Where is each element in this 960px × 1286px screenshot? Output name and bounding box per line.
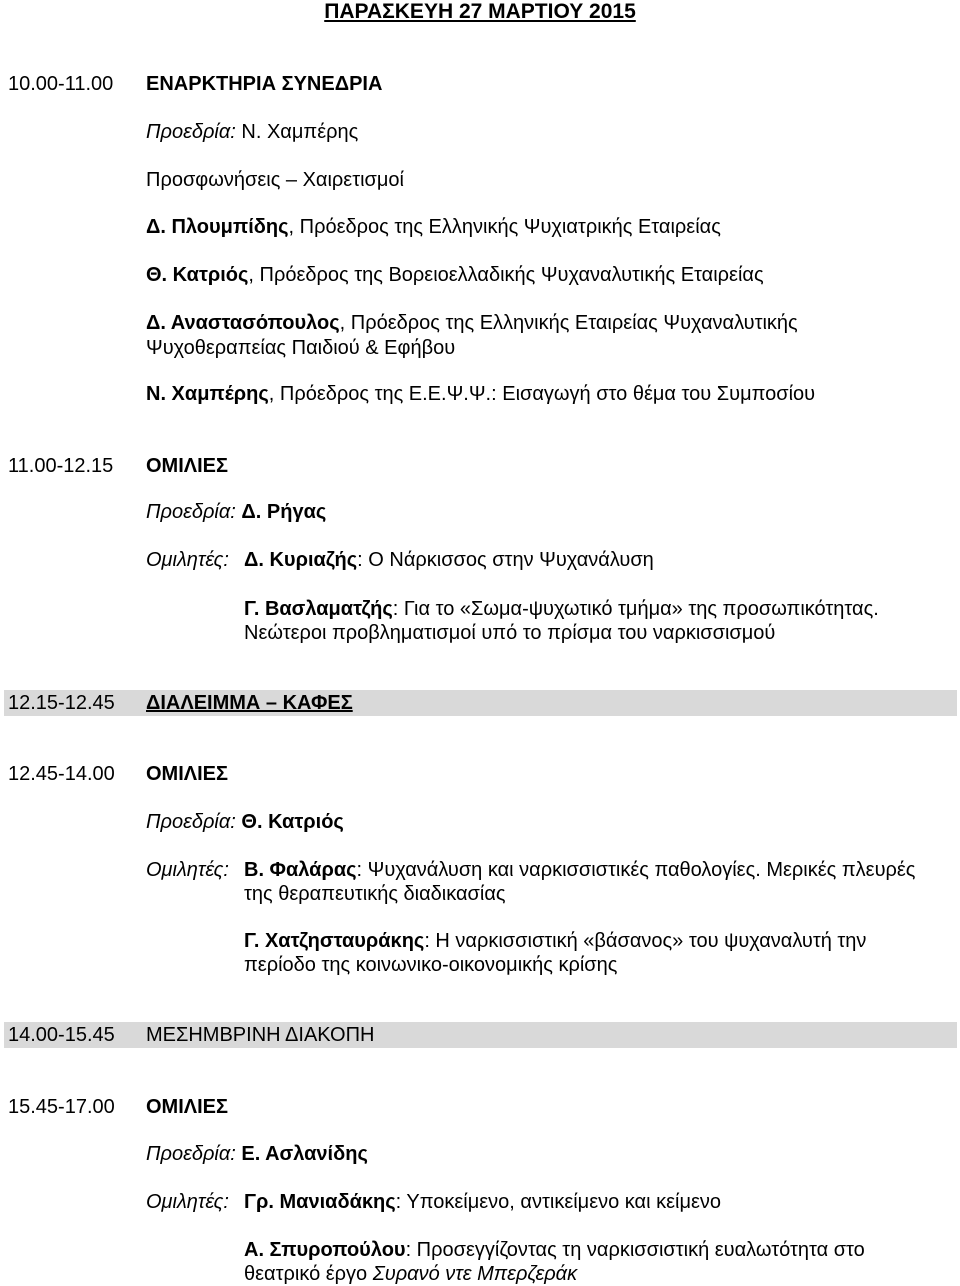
talk-line-cont: της θεραπευτικής διαδικασίας — [244, 883, 506, 905]
session-heading: ΕΝΑΡΚΤΗΡΙΑ ΣΥΝΕΔΡΙΑ — [146, 73, 383, 95]
talk-line: Γ. Βασλαματζής: Για το «Σωμα-ψυχωτικό τμήμα» της προσωπικότητας. — [244, 598, 879, 620]
session-time: 10.00-11.00 — [8, 73, 114, 95]
chair-line — [146, 1142, 368, 1166]
session-heading: ΟΜΙΛΙΕΣ — [146, 455, 229, 477]
session-heading: ΔΙΑΛΕΙΜΜΑ – ΚΑΦΕΣ — [146, 692, 353, 714]
talk-line: Γρ. Μανιαδάκης: Υποκείμενο, αντικείμενο και κείμενο — [244, 1191, 722, 1213]
session-heading: ΜΕΣΗΜΒΡΙΝΗ ΔΙΑΚΟΠΗ — [146, 1024, 375, 1046]
chair-line — [146, 810, 344, 834]
chair-label: Προεδρία: — [146, 811, 236, 833]
chair-line — [146, 500, 326, 524]
speaker-name: Γ. Χατζησταυράκης — [244, 930, 425, 952]
talk-line: Α. Σπυροπούλου: Προσεγγίζοντας τη ναρκισσιστική ευαλωτότητα στο — [244, 1239, 865, 1261]
speakers-label: Ομιλητές: — [146, 859, 229, 881]
speakers-label: Ομιλητές: — [146, 1191, 229, 1213]
chair-name: Ν. Χαμπέρης — [241, 121, 359, 143]
talk-line-cont: Νεώτεροι προβληματισμοί υπό το πρίσμα του ναρκισσισμού — [244, 622, 776, 644]
talk-line-cont: περίοδο της κοινωνικο-οικονομικής κρίσης — [244, 954, 618, 976]
presenter-line: Δ. Πλουμπίδης, Πρόεδρος της Ελληνικής Ψυχιατρικής Εταιρείας — [146, 216, 721, 238]
speakers-label: Ομιλητές: — [146, 549, 229, 571]
chair-name: Δ. Ρήγας — [241, 501, 327, 523]
speaker-name: Γρ. Μανιαδάκης — [244, 1191, 396, 1213]
presenter-name: Ν. Χαμπέρης — [146, 383, 269, 405]
chair-line — [146, 120, 358, 144]
presenter-name: Θ. Κατριός — [146, 264, 249, 286]
session-heading: ΟΜΙΛΙΕΣ — [146, 1096, 229, 1118]
talk-line: Β. Φαλάρας: Ψυχανάλυση και ναρκισσιστικές παθολογίες. Μερικές πλευρές — [244, 859, 916, 881]
chair-label: Προεδρία: — [146, 121, 236, 143]
session-time: 14.00-15.45 — [8, 1024, 115, 1046]
chair-label: Προεδρία: — [146, 1143, 236, 1165]
session-time: 12.15-12.45 — [8, 692, 115, 714]
chair-label: Προεδρία: — [146, 501, 236, 523]
speaker-name: Δ. Κυριαζής — [244, 549, 358, 571]
presenter-line: Ν. Χαμπέρης, Πρόεδρος της Ε.Ε.Ψ.Ψ.: Εισαγωγή στο θέμα του Συμποσίου — [146, 383, 816, 405]
session-time: 11.00-12.15 — [8, 455, 114, 477]
session-time: 12.45-14.00 — [8, 763, 115, 785]
presenter-line: Θ. Κατριός, Πρόεδρος της Βορειοελλαδικής Ψυχαναλυτικής Εταιρείας — [146, 264, 764, 286]
session-time: 15.45-17.00 — [8, 1096, 115, 1118]
page-title: ΠΑΡΑΣΚΕΥΗ 27 ΜΑΡΤΙΟΥ 2015 — [324, 0, 636, 23]
play-title: Συρανό ντε Μπερζεράκ — [372, 1263, 578, 1285]
greetings-line: Προσφωνήσεις – Χαιρετισμοί — [146, 169, 404, 191]
presenter-line-cont: Ψυχοθεραπείας Παιδιού & Εφήβου — [146, 337, 456, 359]
talk-line-cont: θεατρικό έργο Συρανό ντε Μπερζεράκ — [244, 1263, 578, 1285]
chair-name: Ε. Ασλανίδης — [241, 1143, 368, 1165]
chair-name: Θ. Κατριός — [241, 811, 344, 833]
speaker-name: Α. Σπυροπούλου — [244, 1239, 406, 1261]
speaker-name: Β. Φαλάρας — [244, 859, 357, 881]
presenter-line: Δ. Αναστασόπουλος, Πρόεδρος της Ελληνικής Εταιρείας Ψυχαναλυτικής — [146, 312, 798, 334]
speaker-name: Γ. Βασλαματζής — [244, 598, 393, 620]
presenter-name: Δ. Αναστασόπουλος — [146, 312, 340, 334]
session-heading: ΟΜΙΛΙΕΣ — [146, 763, 229, 785]
talk-line: Δ. Κυριαζής: Ο Νάρκισσος στην Ψυχανάλυση — [244, 549, 654, 571]
presenter-name: Δ. Πλουμπίδης — [146, 216, 289, 238]
talk-line: Γ. Χατζησταυράκης: Η ναρκισσιστική «βάσανος» του ψυχαναλυτή την — [244, 930, 867, 952]
